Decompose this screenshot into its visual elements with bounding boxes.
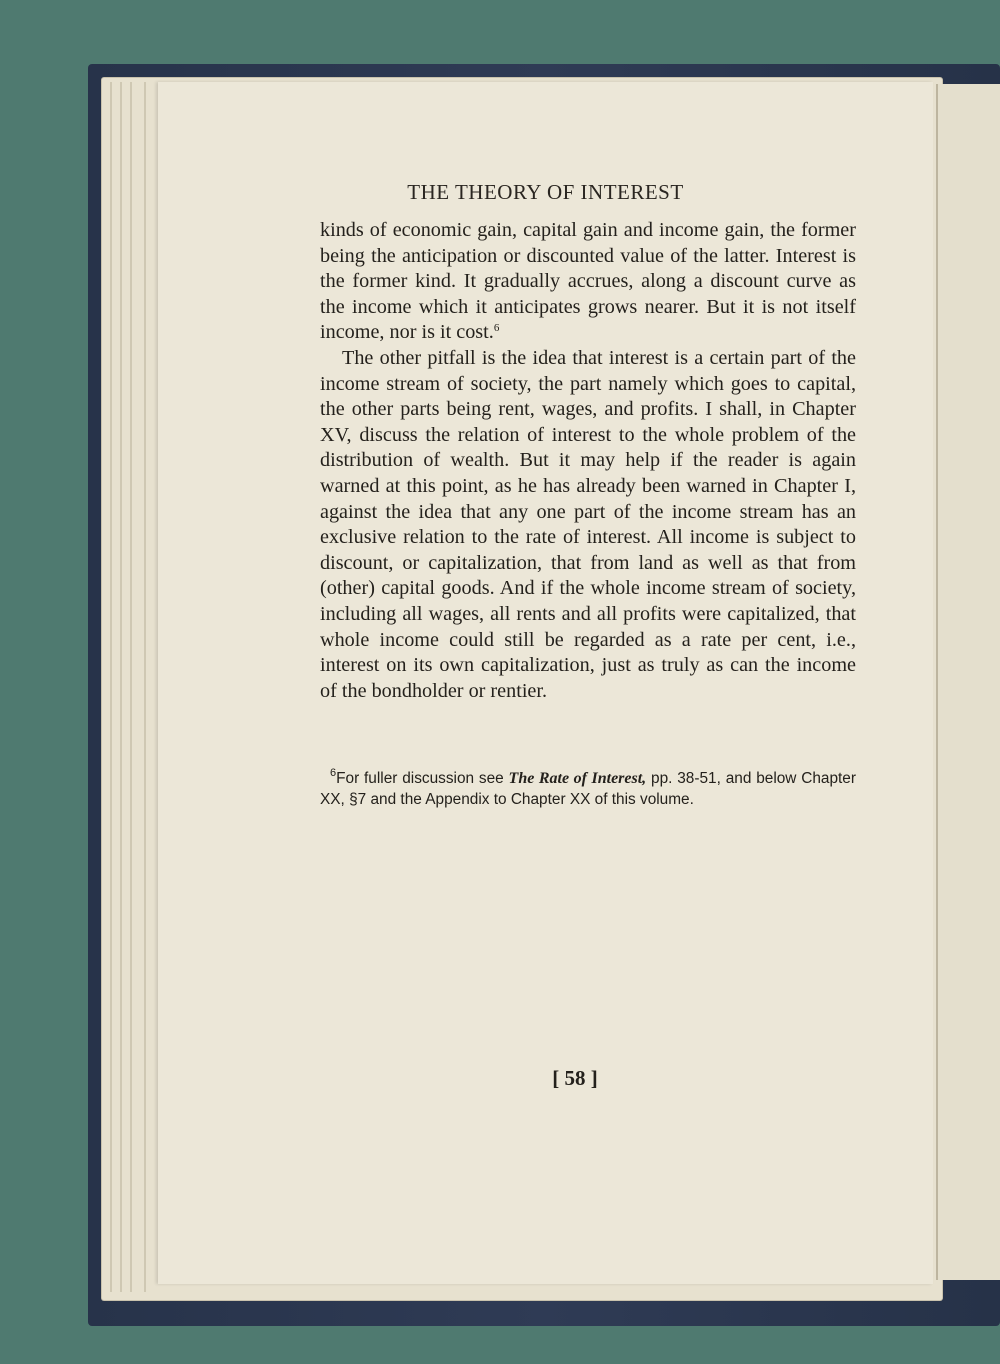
- footnote-text-after: pp. 38-51, and below Chapter XX, §7 and the Appendix to Chapter XX of this volume.: [320, 770, 856, 808]
- paragraph-2: [320, 346, 856, 704]
- footnote-marker: 6: [330, 767, 337, 779]
- page-number: [ 58 ]: [552, 1066, 598, 1090]
- page-edge: [130, 82, 132, 1292]
- paragraph-2-text: The other pitfall is the idea that interest is a certain part of the income stream of society, the part namely which goes to capital, the other parts being rent, wages, and profits. I shall, in Chapter XV, discuss the relation of interest to the whole problem of the distribution of wealth. But it may help if the reader is again warned at this point, as he has already been warned in Chapter I, against the idea that any one part of the income stream has an exclusive relation to the rate of interest. All income is subject to discount, or capitalization, that from land as well as that from (other) capital goods. And if the whole income stream of society, including all wages, all rents and all profits were capitalized, that whole income could still be regarded as a rate per cent, i.e., interest on its own capitalization, just as truly as can the income of the bondholder or rentier.: [320, 346, 856, 702]
- body-text: [320, 218, 856, 704]
- facing-page-edge: [936, 84, 1000, 1280]
- paragraph-1-text: kinds of economic gain, capital gain and income gain, the former being the anticipation or discounted value of the latter. Interest is the former kind. It gradually accrues, along a discount curve as the income which it anticipates grows nearer. But it is not itself income, nor is it cost.: [320, 219, 856, 344]
- paragraph-1: [320, 218, 856, 346]
- footnote-text-before: For fuller discussion see: [336, 770, 509, 787]
- footnote: [320, 768, 856, 810]
- page-edge: [110, 82, 112, 1292]
- footnote-book-title: The Rate of Interest,: [508, 770, 647, 787]
- running-head: THE THEORY OF INTEREST: [407, 180, 684, 204]
- page-edge: [120, 82, 122, 1292]
- footnote-reference: 6: [493, 322, 500, 335]
- page-edge: [144, 82, 146, 1292]
